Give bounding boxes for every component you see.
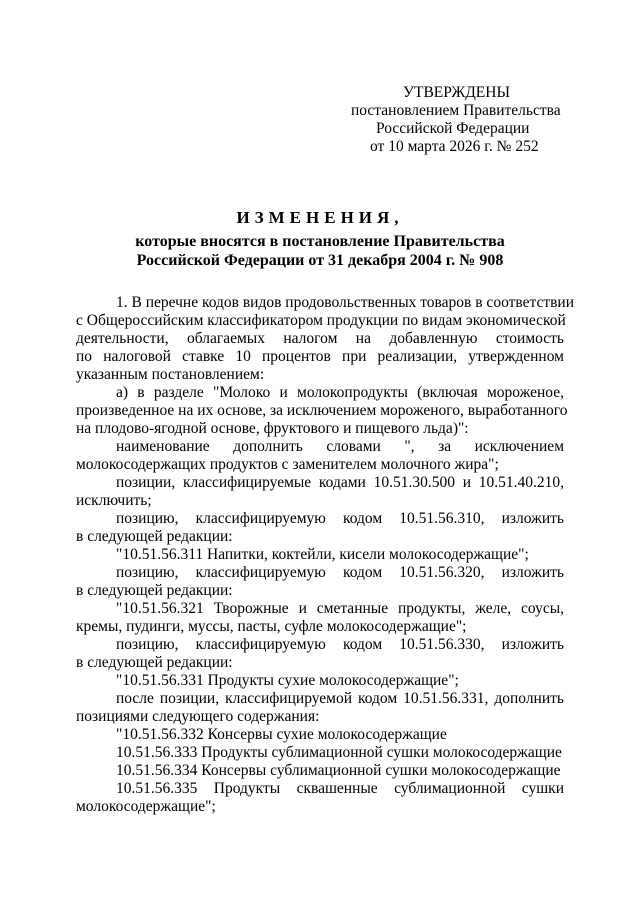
body-line: а) в разделе "Молоко и молокопродукты (включая мороженое, [116,384,564,401]
body-line: наименование дополнить словами ", за исключением [116,438,564,455]
body-line: позицию, классифицируемую кодом 10.51.56.310, изложить [116,510,564,527]
body-line: после позиции, классифицируемой кодом 10.51.56.331, дополнить [116,690,564,707]
body-line: деятельности, облагаемых налогом на добавленную стоимость [76,330,564,347]
body-line: исключить; [76,492,152,509]
body-line: в следующей редакции: [76,582,233,599]
body-line: кремы, пудинги, муссы, пасты, суфле молокосодержащие"; [76,618,467,635]
approval-line-1: постановлением Правительства [351,102,561,119]
approval-heading: УТВЕРЖДЕНЫ [403,84,510,101]
document-subtitle-line-1: которые вносятся в постановление Правительства [135,233,505,250]
body-line: 10.51.56.334 Консервы сублимационной сушки молокосодержащие [116,762,561,779]
document-heading: ИЗМЕНЕНИЯ, [236,208,404,227]
body-line: "10.51.56.332 Консервы сухие молокосодержащие [116,726,447,743]
body-line: молокосодержащие"; [76,798,216,815]
body-line: "10.51.56.311 Напитки, коктейли, кисели молокосодержащие"; [116,546,529,563]
document-subtitle-line-2: Российской Федерации от 31 декабря 2004 г. № 908 [136,252,504,269]
body-line: молокосодержащих продуктов с заменителем молочного жира"; [76,456,499,473]
body-line: 10.51.56.333 Продукты сублимационной сушки молокосодержащие [116,744,562,761]
body-line: позицию, классифицируемую кодом 10.51.56.330, изложить [116,636,564,653]
body-line: позициями следующего содержания: [76,708,320,725]
body-line: "10.51.56.331 Продукты сухие молокосодержащие"; [116,672,459,689]
body-line: указанным постановлением: [76,366,265,383]
approval-line-3: от 10 марта 2026 г. № 252 [370,138,539,155]
body-line: "10.51.56.321 Творожные и сметанные продукты, желе, соусы, [116,600,564,617]
body-line: на плодово-ягодной основе, фруктового и пищевого льда)": [76,420,469,437]
body-line: с Общероссийским классификатором продукции по видам экономической [76,312,566,329]
body-line: позиции, классифицируемые кодами 10.51.30.500 и 10.51.40.210, [116,474,564,491]
body-line: по налоговой ставке 10 процентов при реализации, утвержденном [76,348,564,365]
approval-line-2: Российской Федерации [376,120,530,137]
body-line: 10.51.56.335 Продукты сквашенные сублимационной сушки [116,780,564,797]
body-line: в следующей редакции: [76,654,233,671]
body-line: в следующей редакции: [76,528,233,545]
body-line: позицию, классифицируемую кодом 10.51.56.320, изложить [116,564,564,581]
body-line: 1. В перечне кодов видов продовольственных товаров в соответствии [116,294,575,311]
body-line: произведенное на их основе, за исключением мороженого, выработанного [76,402,568,419]
